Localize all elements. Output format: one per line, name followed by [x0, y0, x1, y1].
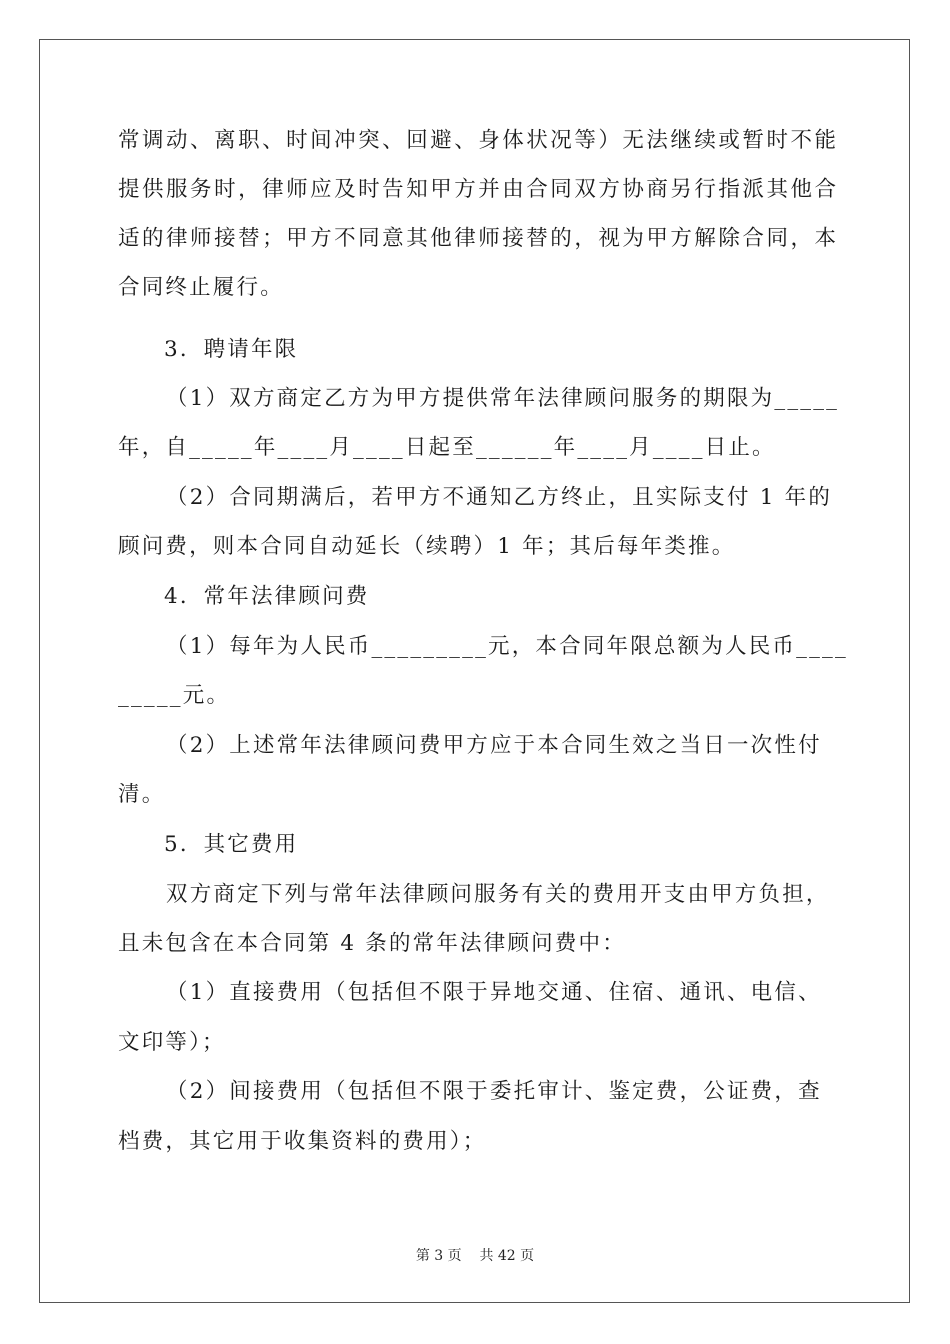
- paragraph-line: （1）双方商定乙方为甲方提供常年法律顾问服务的期限为_____: [166, 386, 840, 411]
- page-footer: [0, 1246, 950, 1266]
- page-number: 第 3 页: [415, 1248, 462, 1264]
- paragraph-line: 年，自_____年____月____日起至______年____月____日止。: [118, 435, 776, 460]
- section-heading: 3．聘请年限: [164, 337, 299, 362]
- paragraph-line: 常调动、离职、时间冲突、回避、身体状况等）无法继续或暂时不能: [118, 128, 836, 153]
- paragraph-line: （1）每年为人民币_________元，本合同年限总额为人民币____: [166, 634, 848, 659]
- paragraph-line: 合同终止履行。: [118, 275, 284, 300]
- paragraph-line: 顾问费，则本合同自动延长（续聘）1 年；其后每年类推。: [118, 534, 736, 559]
- paragraph-line: （1）直接费用（包括但不限于异地交通、住宿、通讯、电信、: [166, 980, 822, 1005]
- paragraph-line: 适的律师接替；甲方不同意其他律师接替的，视为甲方解除合同，本: [118, 226, 836, 251]
- paragraph-line: （2）合同期满后，若甲方不通知乙方终止，且实际支付 1 年的: [166, 485, 833, 510]
- paragraph-line: 清。: [118, 782, 166, 807]
- page-total: 共 42 页: [479, 1248, 535, 1264]
- paragraph-line: （2）上述常年法律顾问费甲方应于本合同生效之当日一次性付: [166, 733, 822, 758]
- paragraph-line: 且未包含在本合同第 4 条的常年法律顾问费中：: [118, 931, 626, 956]
- section-heading: 5．其它费用: [164, 832, 299, 857]
- paragraph-line: 文印等）；: [118, 1030, 226, 1055]
- paragraph-line: _____元。: [118, 683, 231, 708]
- paragraph-line: 双方商定下列与常年法律顾问服务有关的费用开支由甲方负担，: [166, 882, 830, 907]
- paragraph-line: 档费，其它用于收集资料的费用）；: [118, 1129, 487, 1154]
- section-heading: 4．常年法律顾问费: [164, 584, 370, 609]
- paragraph-line: 提供服务时，律师应及时告知甲方并由合同双方协商另行指派其他合: [118, 177, 836, 202]
- paragraph-line: （2）间接费用（包括但不限于委托审计、鉴定费，公证费，查: [166, 1079, 822, 1104]
